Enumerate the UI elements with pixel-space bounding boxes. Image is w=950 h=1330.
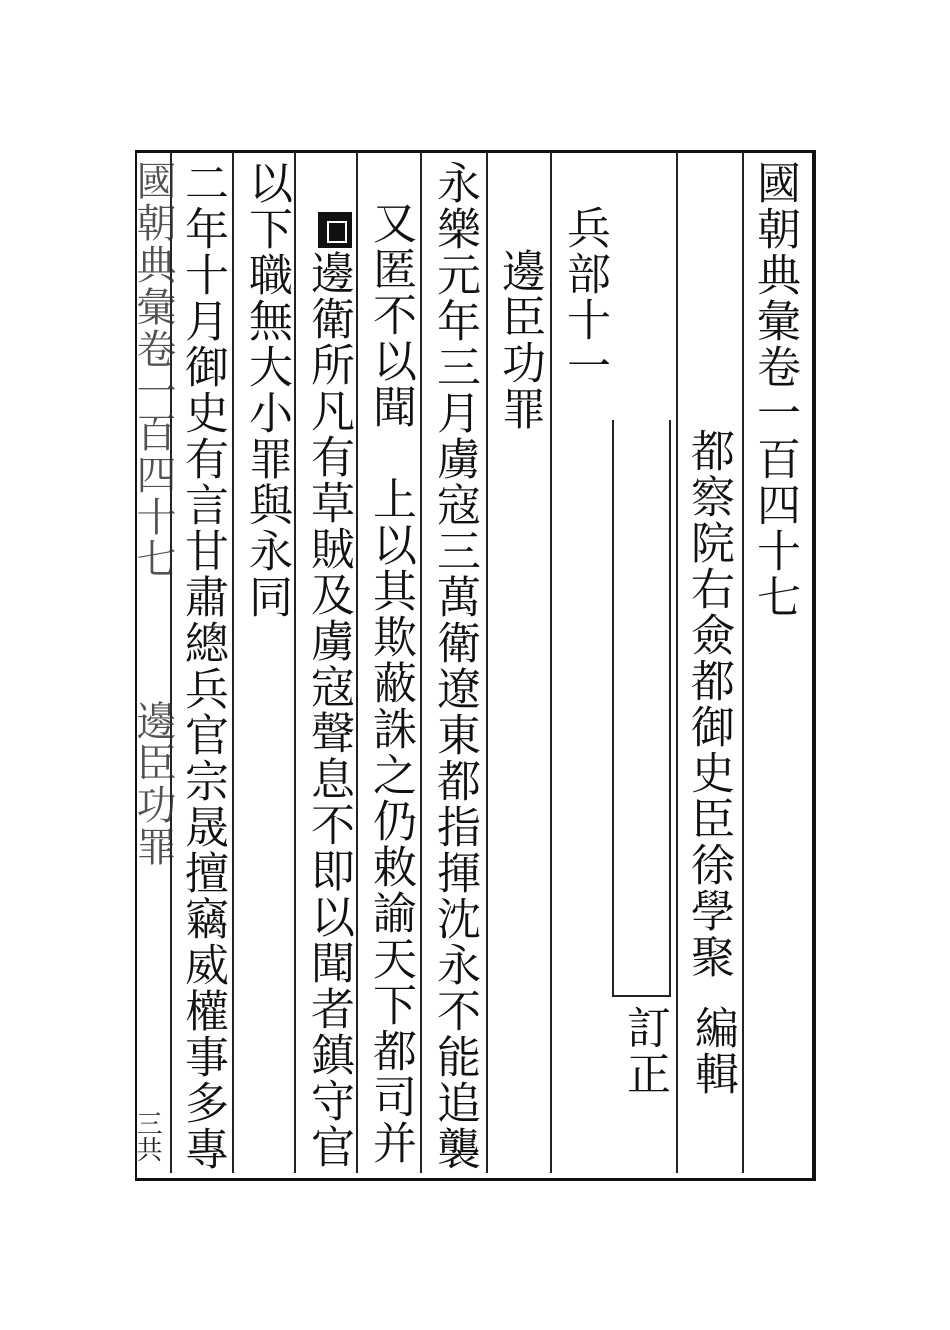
column-divider	[550, 152, 552, 1173]
subsection-heading: 邊臣功罪	[494, 248, 545, 432]
page-title: 國朝典彙卷一百四十七	[749, 160, 800, 620]
column-divider	[232, 152, 234, 1173]
paragraph-line-5: 二年十月御史有言甘肅總兵官宗晟擅竊威權事多專	[177, 160, 228, 1172]
compiler-line: 都察院右僉都御史臣徐學聚	[683, 428, 734, 980]
paragraph-line-2: 又匿不以聞 上以其欺蔽誅之仍敕諭天下都司并	[365, 200, 416, 1166]
paragraph-line-4: 以下職無大小罪與永同	[241, 160, 292, 620]
column-divider	[676, 152, 678, 1173]
reviser-action: 訂正	[619, 1005, 670, 1097]
section-heading: 兵部十一	[559, 205, 610, 389]
seal-mark	[318, 212, 352, 248]
paragraph-line-3: 邊衛所凡有草賊及虜寇聲息不即以聞者鎮守官	[303, 250, 354, 1170]
compiler-action: 編輯	[687, 1005, 738, 1097]
margin-title: 國朝典彙卷一百四十七	[130, 160, 176, 580]
column-divider	[486, 152, 488, 1173]
paragraph-line-1: 永樂元年三月虜寇三萬衛遼東都指揮沈永不能追襲	[429, 160, 480, 1172]
column-divider	[356, 152, 358, 1173]
page-number: 三共	[132, 1110, 162, 1162]
column-divider	[420, 152, 422, 1173]
margin-section: 邊臣功罪	[130, 700, 176, 868]
column-divider	[742, 152, 744, 1173]
column-divider	[294, 152, 296, 1173]
title-box	[612, 420, 671, 997]
